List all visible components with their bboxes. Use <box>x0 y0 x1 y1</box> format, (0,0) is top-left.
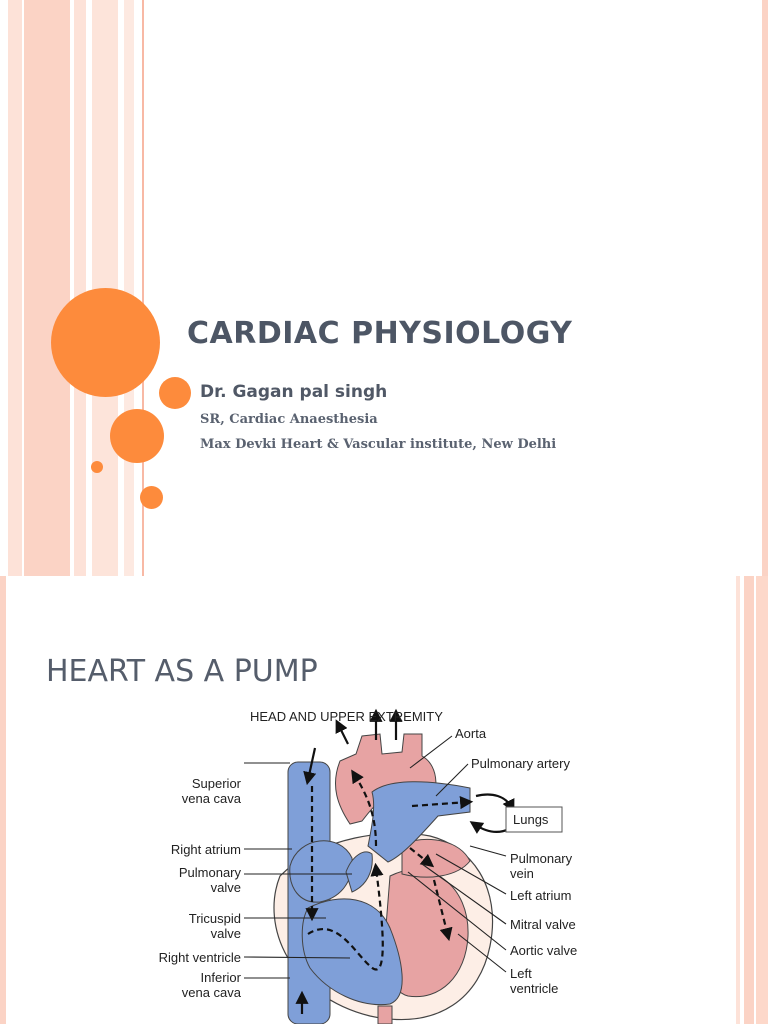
slide-title: HEART AS A PUMP <box>46 654 318 689</box>
label-tricuspid-valve-2: valve <box>210 926 241 941</box>
label-pulmonary-artery: Pulmonary artery <box>471 756 570 771</box>
decorative-stripe <box>124 0 134 576</box>
label-left-atrium: Left atrium <box>510 888 572 903</box>
label-aorta: Aorta <box>455 726 487 741</box>
label-right-atrium: Right atrium <box>170 842 241 857</box>
author-institute: Max Devki Heart & Vascular institute, New Delhi <box>200 437 557 452</box>
label-inferior-vena-cava-2: vena cava <box>181 985 241 1000</box>
label-mitral-valve: Mitral valve <box>510 917 576 932</box>
decorative-circle <box>159 377 191 409</box>
content-slide <box>0 576 768 1024</box>
label-aortic-valve: Aortic valve <box>510 943 578 958</box>
author-name: Dr. Gagan pal singh <box>200 382 388 402</box>
label-tricuspid-valve: Tricuspid <box>188 911 241 926</box>
decorative-stripe <box>736 576 740 1024</box>
descending-aorta-shape <box>378 1006 392 1024</box>
label-left-ventricle-2: ventricle <box>510 981 559 996</box>
decorative-stripe <box>8 0 22 576</box>
label-inferior-vena-cava: Inferior <box>200 970 241 985</box>
decorative-stripe <box>24 0 70 576</box>
decorative-stripe <box>0 576 6 1024</box>
label-left-ventricle: Left <box>510 966 532 981</box>
decorative-circle <box>140 486 163 509</box>
label-superior-vena-cava: Superior <box>191 776 241 791</box>
heart-diagram-svg <box>140 696 600 1024</box>
label-head-upper-extremity: HEAD AND UPPER EXTREMITY <box>250 709 443 724</box>
heart-diagram <box>140 696 600 1024</box>
decorative-circle <box>110 409 164 463</box>
label-superior-vena-cava-2: vena cava <box>181 791 241 806</box>
label-right-ventricle: Right ventricle <box>158 950 241 965</box>
decorative-circle-small <box>91 461 103 473</box>
decorative-stripe <box>762 0 768 576</box>
label-pulmonary-vein-2: vein <box>510 866 534 881</box>
decorative-circle-large <box>51 288 160 397</box>
label-pulmonary-valve-2: valve <box>210 880 241 895</box>
label-pulmonary-vein: Pulmonary <box>510 851 573 866</box>
decorative-stripe <box>744 576 754 1024</box>
label-pulmonary-valve: Pulmonary <box>178 865 241 880</box>
slide-title: CARDIAC PHYSIOLOGY <box>187 316 573 351</box>
author-role: SR, Cardiac Anaesthesia <box>200 412 378 427</box>
decorative-stripe <box>74 0 86 576</box>
decorative-stripe <box>756 576 768 1024</box>
label-lungs: Lungs <box>513 812 549 827</box>
